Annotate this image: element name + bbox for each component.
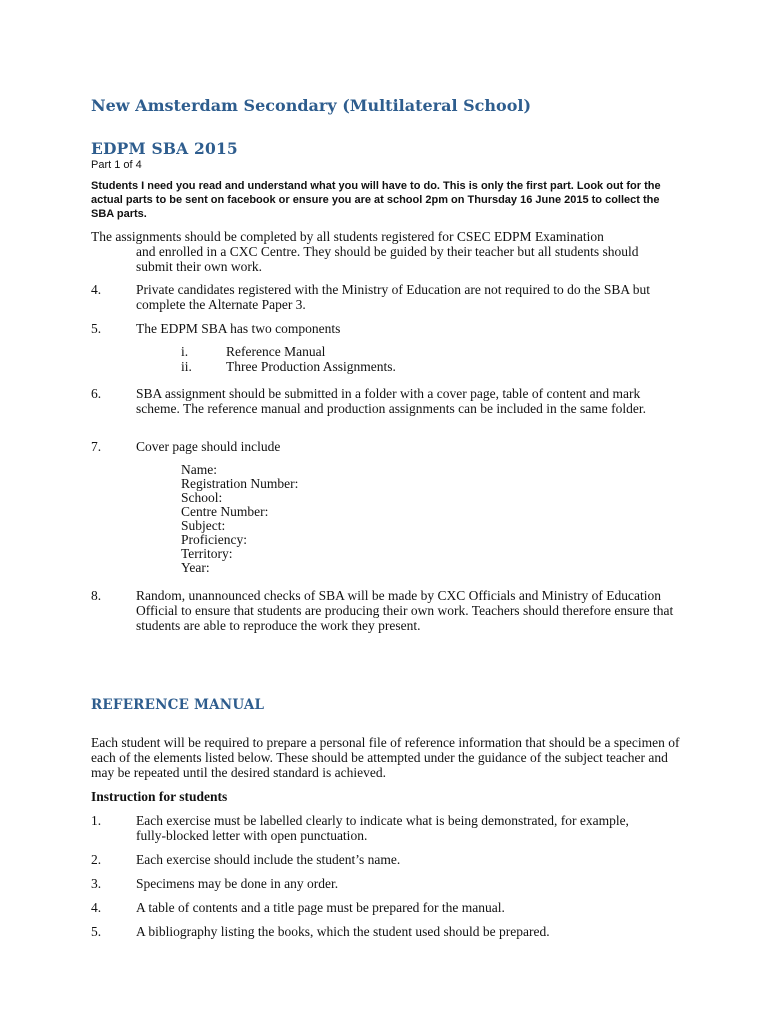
cover-field: School: <box>181 490 223 505</box>
cover-field: Proficiency: <box>181 532 247 547</box>
instruction-number: 1. <box>91 813 102 828</box>
item-number: 5. <box>91 321 102 336</box>
cover-field: Centre Number: <box>181 504 269 519</box>
instruction-number: 5. <box>91 924 102 939</box>
notice-paragraph: Students I need you read and understand what you will have to do. This is only the first part. Look out for the actual parts to be sent on facebook or ensure you are at school 2pm on Thursday 16 June 2015 to collect the SBA parts. <box>91 180 661 220</box>
instruction-number: 3. <box>91 876 102 891</box>
component-number: i. <box>181 344 189 359</box>
instruction-text: A bibliography listing the books, which the student used should be prepared. <box>136 924 550 939</box>
cover-field: Subject: <box>181 518 226 533</box>
instruction-text: Each exercise must be labelled clearly to indicate what is being demonstrated, for example, fully-blocked letter with open punctuation. <box>136 813 629 843</box>
item-text: The EDPM SBA has two components <box>136 321 341 336</box>
instruction-text: Specimens may be done in any order. <box>136 876 339 891</box>
item-text: Private candidates registered with the Ministry of Education are not required to do the SBA but complete the Alternate Paper 3. <box>136 282 651 312</box>
item-number: 7. <box>91 439 102 454</box>
component-text: Reference Manual <box>226 344 326 359</box>
reference-paragraph: Each student will be required to prepare a personal file of reference information that should be a specimen of each of the elements listed below. These should be attempted under the guidance of the subject teacher and may be repeated until the desired standard is achieved. <box>91 735 680 780</box>
cover-field: Registration Number: <box>181 476 299 491</box>
cover-field: Territory: <box>181 546 233 561</box>
intro-continuation: and enrolled in a CXC Centre. They should be guided by their teacher but all students should submit their own work. <box>136 244 639 274</box>
component-text: Three Production Assignments. <box>226 359 396 374</box>
item-text: Cover page should include <box>136 439 281 454</box>
part-label: Part 1 of 4 <box>91 159 142 171</box>
item-text: Random, unannounced checks of SBA will be made by CXC Officials and Ministry of Education Official to ensure that students are producing their own work. Teachers should therefore ensure that students are able to reproduce the work they present. <box>136 588 674 633</box>
cover-field: Name: <box>181 462 217 477</box>
school-title: New Amsterdam Secondary (Multilateral School) <box>91 96 532 115</box>
cover-field: Year: <box>181 560 210 575</box>
instruction-heading: Instruction for students <box>91 789 228 804</box>
instruction-text: A table of contents and a title page must be prepared for the manual. <box>136 900 505 915</box>
item-number: 4. <box>91 282 102 297</box>
item-number: 8. <box>91 588 102 603</box>
item-text: SBA assignment should be submitted in a folder with a cover page, table of content and mark scheme. The reference manual and production assignments can be included in the same folder. <box>136 386 646 416</box>
instruction-number: 4. <box>91 900 102 915</box>
sba-title: EDPM SBA 2015 <box>91 139 238 158</box>
component-number: ii. <box>181 359 192 374</box>
instruction-text: Each exercise should include the student’s name. <box>136 852 401 867</box>
reference-manual-heading: REFERENCE MANUAL <box>91 697 265 713</box>
instruction-number: 2. <box>91 852 102 867</box>
item-number: 6. <box>91 386 102 401</box>
intro-first-line: The assignments should be completed by all students registered for CSEC EDPM Examination <box>91 229 604 244</box>
